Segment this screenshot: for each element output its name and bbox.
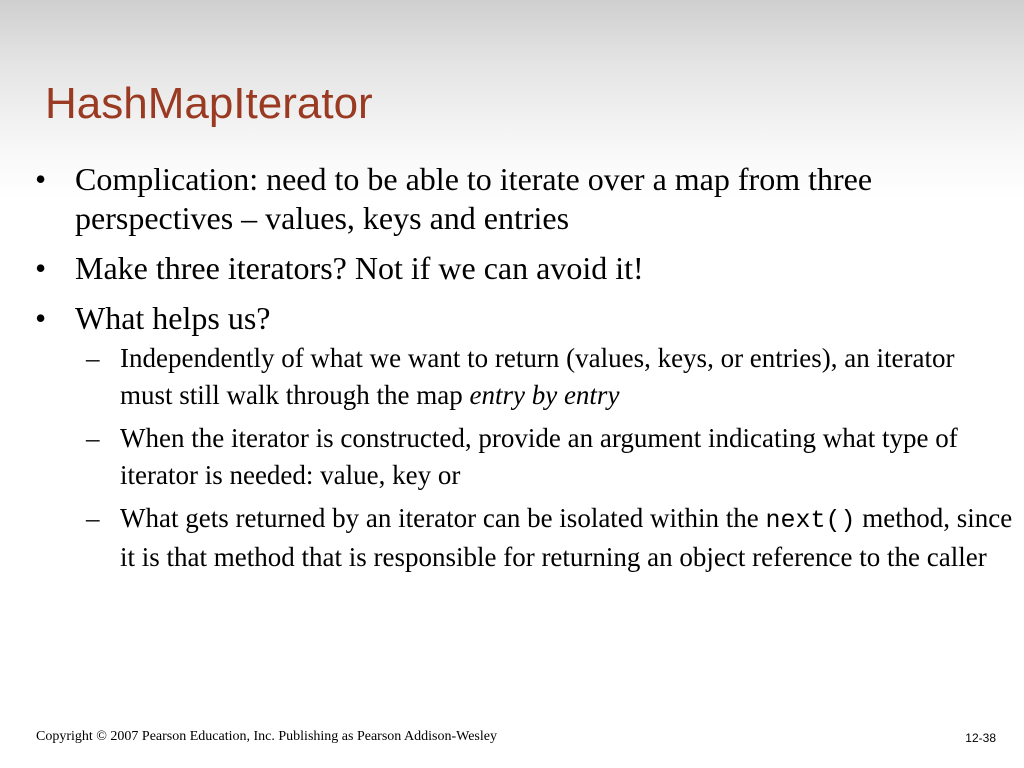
slide-title: HashMapIterator — [45, 79, 373, 128]
code-next-method: next() — [765, 506, 856, 535]
bullet-marker: • — [35, 161, 47, 197]
bullet-marker: • — [35, 300, 47, 336]
subbullet-constructor-argument — [28, 420, 1013, 494]
bullet-complication — [28, 160, 1013, 238]
subbullet-text: Independently of what we want to return (values, keys, or entries), an iterator must still walk through the map — [120, 343, 955, 410]
subbullet-marker: – — [86, 343, 100, 373]
slide-body — [28, 160, 1013, 582]
subbullet-emphasis: entry by entry — [469, 380, 620, 410]
bullet-text: Make three iterators? Not if we can avoid it! — [75, 250, 644, 286]
subbullet-text-after: method, since it is that method that is responsible for returning an object reference to the caller — [120, 503, 1013, 572]
bullet-text: What helps us? — [75, 300, 271, 336]
bullet-three-iterators — [28, 249, 1013, 288]
bullet-text: Complication: need to be able to iterate over a map from three perspectives – values, keys and entries — [75, 161, 873, 236]
page-number: 12-38 — [965, 731, 996, 745]
copyright-footer: Copyright © 2007 Pearson Education, Inc. Publishing as Pearson Addison-Wesley — [36, 729, 497, 744]
subbullet-walk-entries — [28, 340, 1013, 414]
bullet-what-helps — [28, 299, 1013, 338]
subbullet-marker: – — [86, 503, 100, 533]
bullet-marker: • — [35, 250, 47, 286]
subbullet-next-method — [28, 500, 1013, 576]
subbullet-text: What gets returned by an iterator can be isolated within the — [120, 503, 766, 533]
subbullet-marker: – — [86, 423, 100, 453]
subbullet-text: When the iterator is constructed, provide an argument indicating what type of iterator is needed: value, key or — [120, 423, 958, 490]
